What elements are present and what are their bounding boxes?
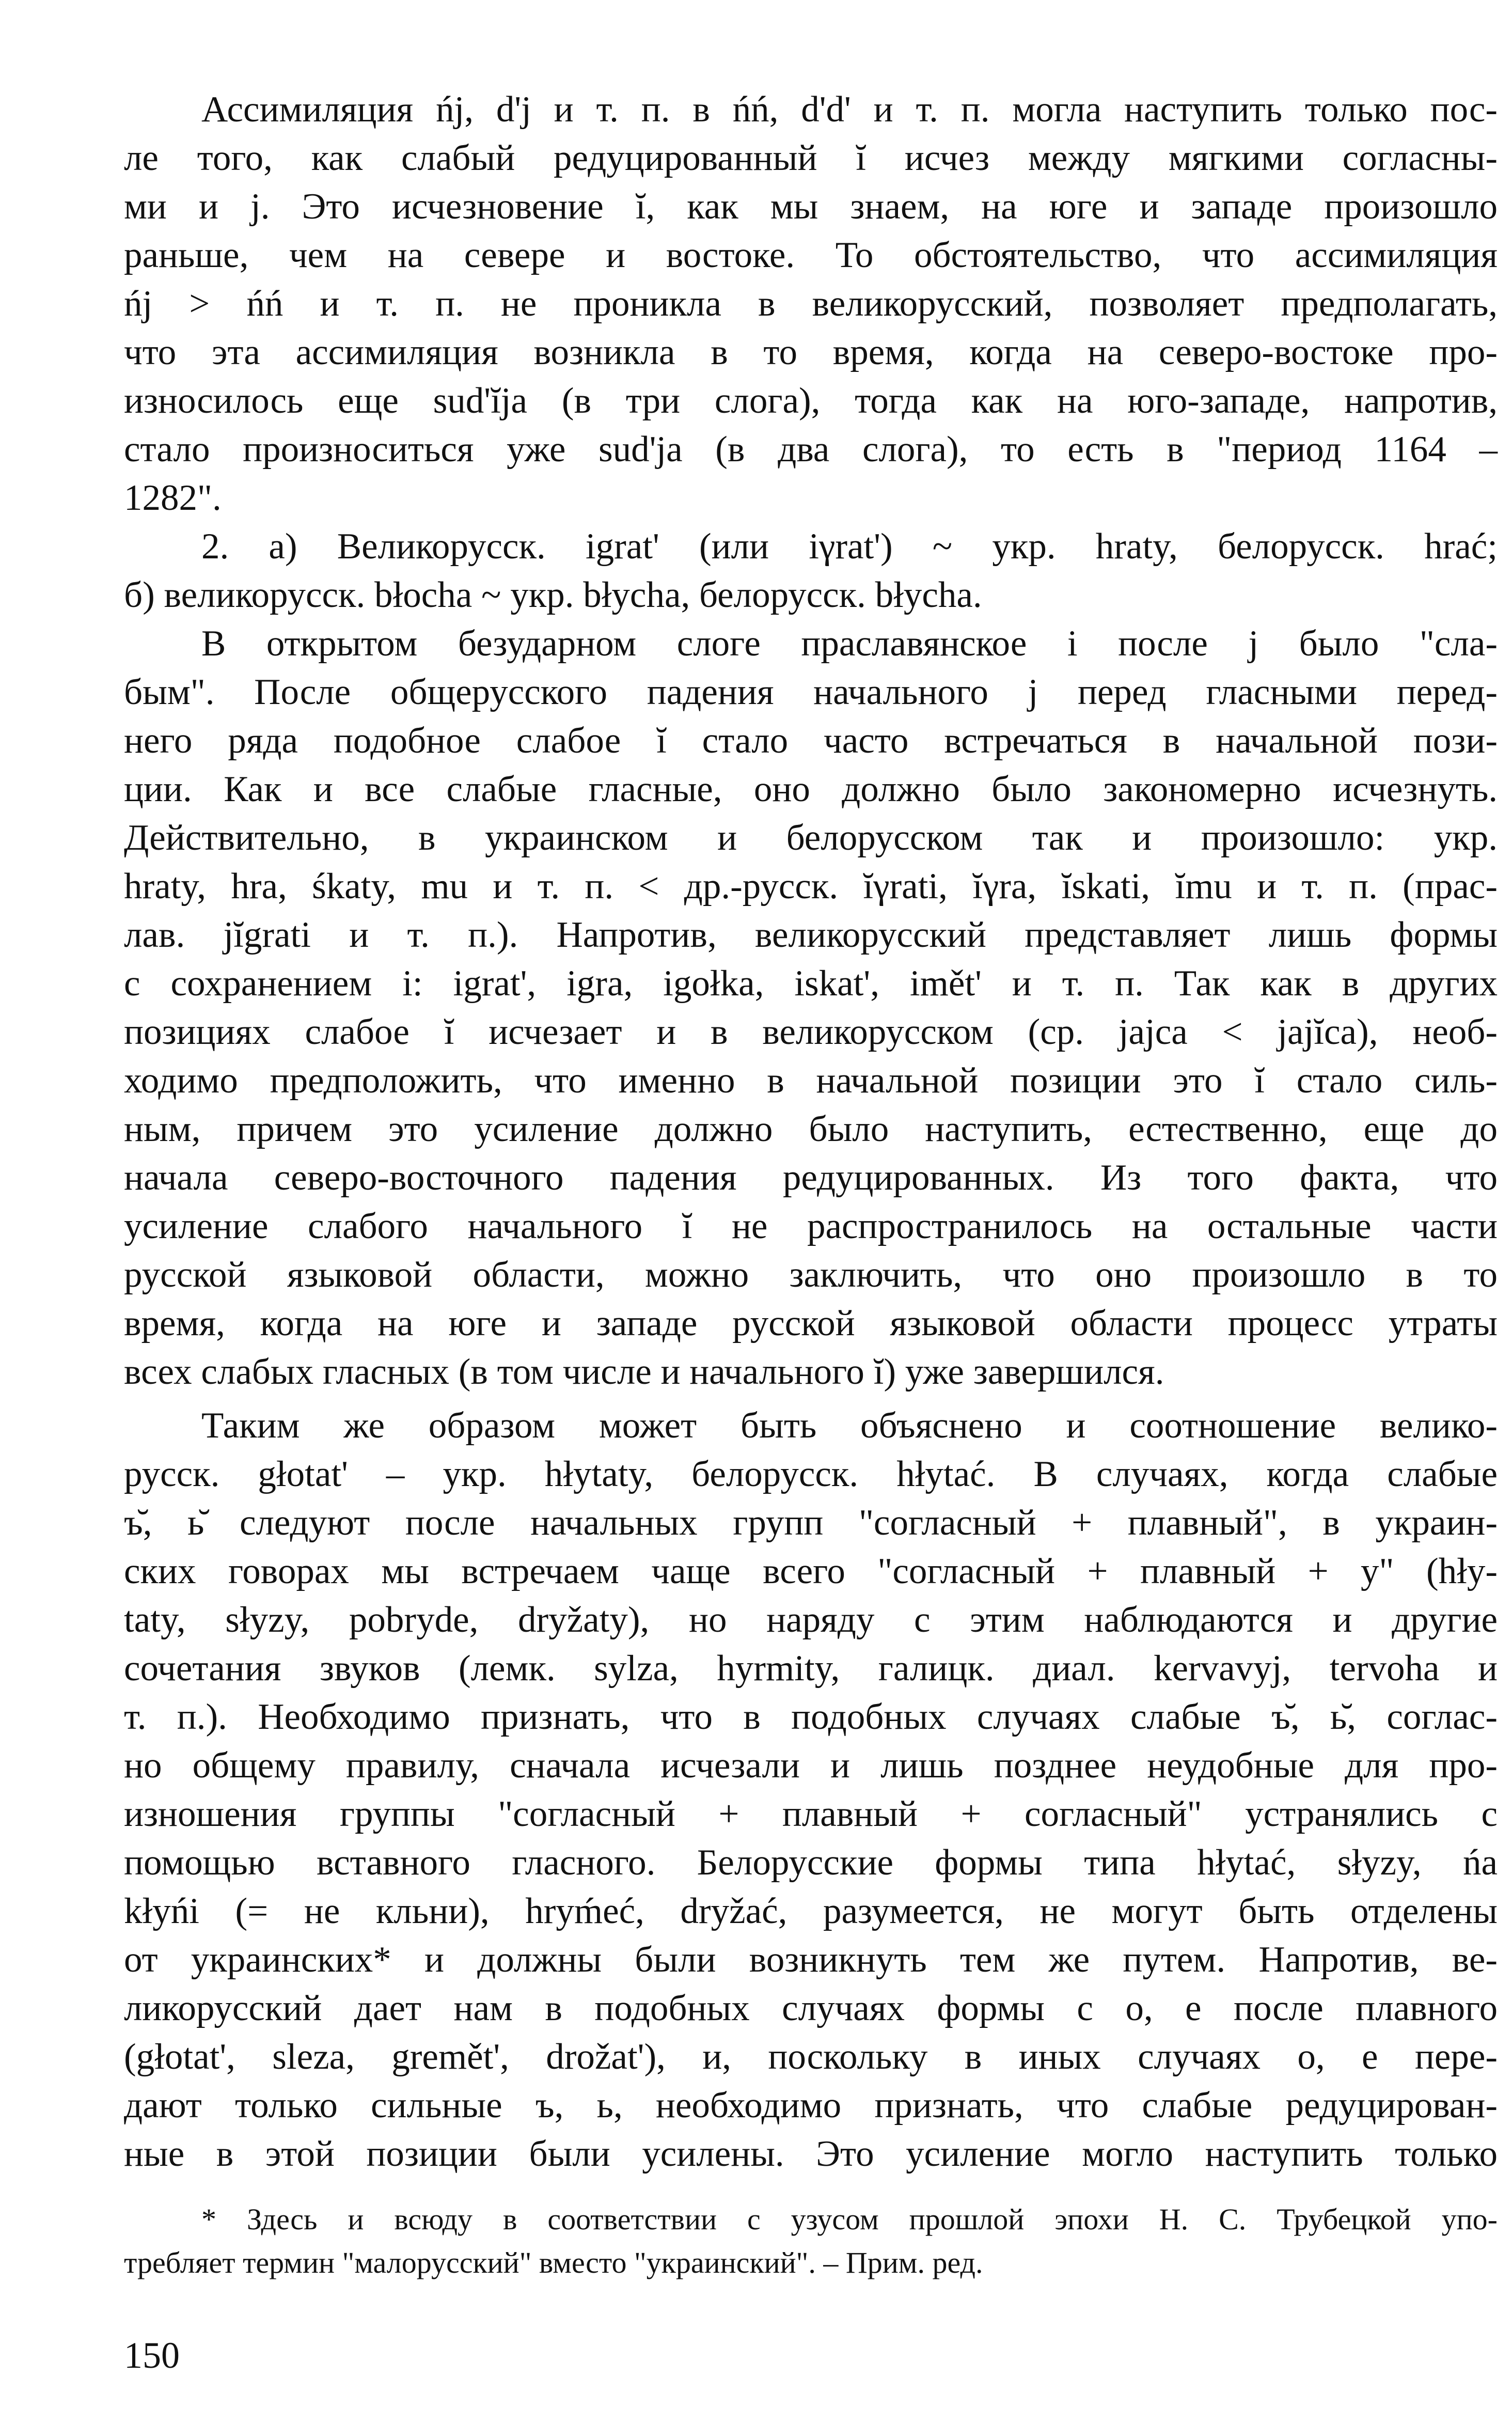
text-line: Таким же образом может быть объяснено и соотношение велико-: [201, 1405, 1498, 1446]
text-line: Действительно, в украинском и белорусском так и произошло: укр.: [124, 818, 1498, 858]
text-line: Ассимиляция ńj, d'j и т. п. в ńń, d'd' и т. п. могла наступить только пос-: [201, 89, 1498, 130]
text-line: помощью вставного гласного. Белорусские формы типа hłytać, słyzy, ńa: [124, 1842, 1498, 1883]
text-line: что эта ассимиляция возникла в то время, когда на северо-востоке про-: [124, 332, 1498, 372]
text-line: него ряда подобное слабое ĭ стало часто встречаться в начальной пози-: [124, 721, 1498, 761]
paragraph-2: [124, 522, 1498, 619]
text-line: (głotat', sleza, gremět', drožat'), и, поскольку в иных случаях о, е пере-: [124, 2037, 1498, 2077]
text-line: ные в этой позиции были усилены. Это усиление могло наступить только: [124, 2134, 1498, 2174]
text-line: изношения группы "согласный + плавный + согласный" устранялись с: [124, 1794, 1498, 1834]
paragraph-4: [124, 1401, 1498, 2178]
text-line: раньше, чем на севере и востоке. То обстоятельство, что ассимиляция: [124, 235, 1498, 275]
text-line: 1282".: [124, 478, 222, 518]
page-number: 150: [124, 2335, 180, 2376]
text-line: русской языковой области, можно заключить, что оно произошло в то: [124, 1255, 1498, 1295]
text-line: ликорусский дает нам в подобных случаях формы с о, е после плавного: [124, 1988, 1498, 2028]
text-line: стало произноситься уже sud'ja (в два слога), то есть в "период 1164 –: [124, 429, 1498, 470]
text-line: б) великорусск. błocha ~ укр. błycha, белорусск. błycha.: [124, 575, 982, 615]
text-line: т. п.). Необходимо признать, что в подобных случаях слабые ъ̆, ь̆, соглас-: [124, 1697, 1498, 1737]
text-line: hraty, hra, śkaty, mu и т. п. < др.-русск. ĭγrati, ĭγra, ĭskati, ĭmu и т. п. (прас-: [124, 866, 1498, 907]
text-line: ходимо предположить, что именно в начальной позиции это ĭ стало силь-: [124, 1060, 1498, 1101]
text-line: от украинских* и должны были возникнуть тем же путем. Напротив, ве-: [124, 1940, 1498, 1980]
text-line: taty, słyzy, pobryde, dryžaty), но наряду с этим наблюдаются и другие: [124, 1600, 1498, 1640]
text-line: 2. а) Великорусск. igrat' (или iγrat') ~ укр. hraty, белорусск. hrać;: [201, 526, 1498, 567]
text-line: всех слабых гласных (в том числе и начального ĭ) уже завершился.: [124, 1352, 1164, 1392]
text-line: начала северо-восточного падения редуцированных. Из того факта, что: [124, 1158, 1498, 1198]
text-line: время, когда на юге и западе русской языковой области процесс утраты: [124, 1303, 1498, 1343]
footnote-line: требляет термин "малорусский" вместо "украинский". – Прим. ред.: [124, 2246, 983, 2279]
paragraph-3: [124, 619, 1498, 1396]
footnote-line: * Здесь и всюду в соответствии с узусом прошлой эпохи Н. С. Трубецкой упо-: [201, 2202, 1498, 2236]
text-line: ле того, как слабый редуцированный ĭ исчез между мягкими согласны-: [124, 138, 1498, 178]
text-line: ми и j. Это исчезновение ĭ, как мы знаем, на юге и западе произошло: [124, 186, 1498, 227]
text-line: ным, причем это усиление должно было наступить, естественно, еще до: [124, 1109, 1498, 1149]
text-line: ских говорах мы встречаем чаще всего "согласный + плавный + у" (hły-: [124, 1551, 1498, 1591]
text-line: ńj > ńń и т. п. не проникла в великорусский, позволяет предполагать,: [124, 284, 1498, 324]
text-line: kłyńi (= не кльни), hryḿeć, dryžać, разумеется, не могут быть отделены: [124, 1891, 1498, 1931]
text-line: ъ̆, ь̆ следуют после начальных групп "согласный + плавный", в украин-: [124, 1503, 1498, 1543]
text-line: лав. jĭgrati и т. п.). Напротив, великорусский представляет лишь формы: [124, 915, 1498, 955]
text-line: усиление слабого начального ĭ не распространилось на остальные части: [124, 1206, 1498, 1246]
text-line: русск. głotat' – укр. hłytaty, белорусск. hłytać. В случаях, когда слабые: [124, 1454, 1498, 1494]
text-line: бым". После общерусского падения начального j перед гласными перед-: [124, 672, 1498, 712]
text-line: ции. Как и все слабые гласные, оно должно было закономерно исчезнуть.: [124, 769, 1498, 809]
text-line: сочетания звуков (лемк. sylza, hyrmity, галицк. диал. kervavyj, tervoha и: [124, 1648, 1498, 1689]
main-text: [124, 85, 1498, 2178]
text-line: В открытом безударном слоге праславянское i после j было "сла-: [201, 623, 1498, 664]
paragraph-1: [124, 85, 1498, 522]
footnote: [124, 2198, 1498, 2285]
text-line: позициях слабое ĭ исчезает и в великорусском (ср. jajca < jajĭca), необ-: [124, 1012, 1498, 1052]
text-line: дают только сильные ъ, ь, необходимо признать, что слабые редуцирован-: [124, 2085, 1498, 2126]
text-line: но общему правилу, сначала исчезали и лишь позднее неудобные для про-: [124, 1745, 1498, 1786]
text-line: с сохранением i: igrat', igra, igołka, iskat', imět' и т. п. Так как в других: [124, 963, 1498, 1004]
text-line: износилось еще sud'ĭja (в три слога), тогда как на юго-западе, напротив,: [124, 381, 1498, 421]
